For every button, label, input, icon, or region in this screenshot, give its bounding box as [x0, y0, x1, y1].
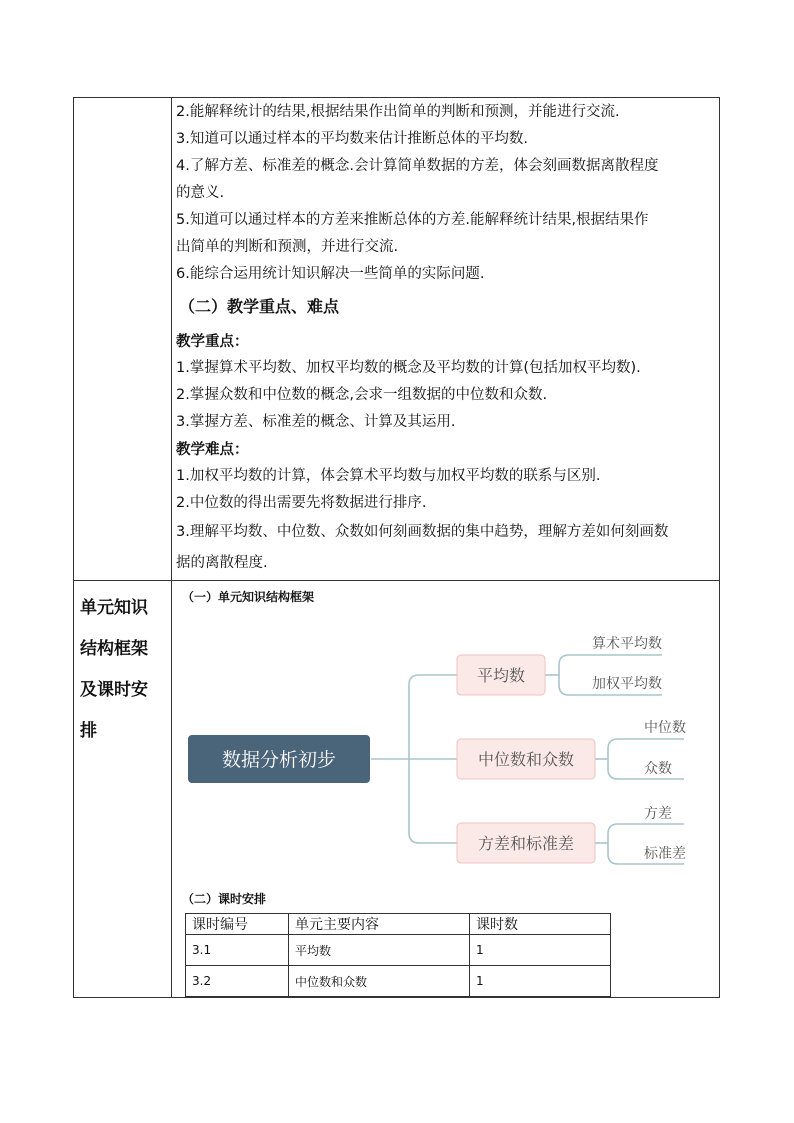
- objective-line: 6.能综合运用统计知识解决一些简单的实际问题.: [176, 266, 485, 282]
- difficulty-line: 1.加权平均数的计算，体会算术平均数与加权平均数的联系与区别.: [176, 468, 601, 484]
- objective-line: 的意义.: [176, 185, 225, 201]
- objective-line: 3.知道可以通过样本的平均数来估计推断总体的平均数.: [176, 131, 528, 147]
- key-point-line: 1.掌握算术平均数、加权平均数的概念及平均数的计算(包括加权平均数).: [176, 360, 641, 376]
- side-label-line: 单元知识: [80, 598, 148, 618]
- difficulty-line: 2.中位数的得出需要先将数据进行排序.: [176, 495, 427, 511]
- mindmap-leaf-label: 方差: [644, 806, 672, 822]
- mindmap-leaf-label: 加权平均数: [592, 676, 662, 692]
- schedule-header-cell: 课时数: [470, 914, 611, 935]
- side-label-line: 结构框架: [80, 639, 148, 659]
- mindmap-leaf-label: 标准差: [644, 846, 686, 862]
- row-divider: [74, 580, 719, 581]
- knowledge-mindmap: [184, 618, 704, 878]
- mindmap-leaf-label: 中位数: [644, 720, 686, 736]
- column-divider: [171, 98, 172, 997]
- mindmap-leaf-label: 众数: [644, 761, 672, 777]
- schedule-cell: 3.1: [186, 935, 289, 966]
- schedule-title: （二）课时安排: [182, 892, 267, 906]
- key-point-line: 2.掌握众数和中位数的概念,会求一组数据的中位数和众数.: [176, 387, 548, 403]
- difficulties-label: 教学难点：: [176, 441, 249, 458]
- schedule-table: [185, 913, 611, 997]
- schedule-cell: 平均数: [289, 935, 470, 966]
- mindmap-root-label: 数据分析初步: [221, 749, 337, 771]
- schedule-header-cell: 单元主要内容: [289, 914, 470, 935]
- mindmap-leaf-label: 算术平均数: [592, 636, 662, 652]
- table-row: [186, 935, 611, 966]
- difficulty-line: 3.理解平均数、中位数、众数如何刻画数据的集中趋势，理解方差如何刻画数: [176, 524, 669, 540]
- schedule-cell: 中位数和众数: [289, 966, 470, 997]
- schedule-header-cell: 课时编号: [186, 914, 289, 935]
- framework-title: （一）单元知识结构框架: [182, 590, 315, 604]
- mindmap-branch-label: 方差和标准差: [477, 834, 575, 853]
- side-label-line: 及课时安: [80, 680, 148, 700]
- mindmap-branch-label: 中位数和众数: [477, 750, 575, 769]
- schedule-header-row: [186, 914, 611, 935]
- schedule-cell: 1: [470, 935, 611, 966]
- section-heading: （二）教学重点、难点: [179, 297, 340, 316]
- side-label-line: 排: [80, 721, 97, 741]
- difficulty-line: 据的离散程度.: [176, 555, 268, 571]
- objective-line: 4.了解方差、标准差的概念.会计算简单数据的方差，体会刻画数据离散程度: [176, 158, 659, 174]
- objective-line: 出简单的判断和预测，并进行交流.: [176, 239, 399, 255]
- document-table: [73, 97, 720, 998]
- key-points-label: 教学重点：: [176, 333, 249, 350]
- objective-line: 5.知道可以通过样本的方差来推断总体的方差.能解释统计结果,根据结果作: [176, 212, 649, 228]
- schedule-cell: 3.2: [186, 966, 289, 997]
- schedule-cell: 1: [470, 966, 611, 997]
- side-label: [80, 588, 166, 752]
- key-point-line: 3.掌握方差、标准差的概念、计算及其运用.: [176, 414, 456, 430]
- mindmap-branch-label: 平均数: [476, 666, 526, 685]
- objective-line: 2.能解释统计的结果,根据结果作出简单的判断和预测，并能进行交流.: [176, 104, 620, 120]
- table-row: [186, 966, 611, 997]
